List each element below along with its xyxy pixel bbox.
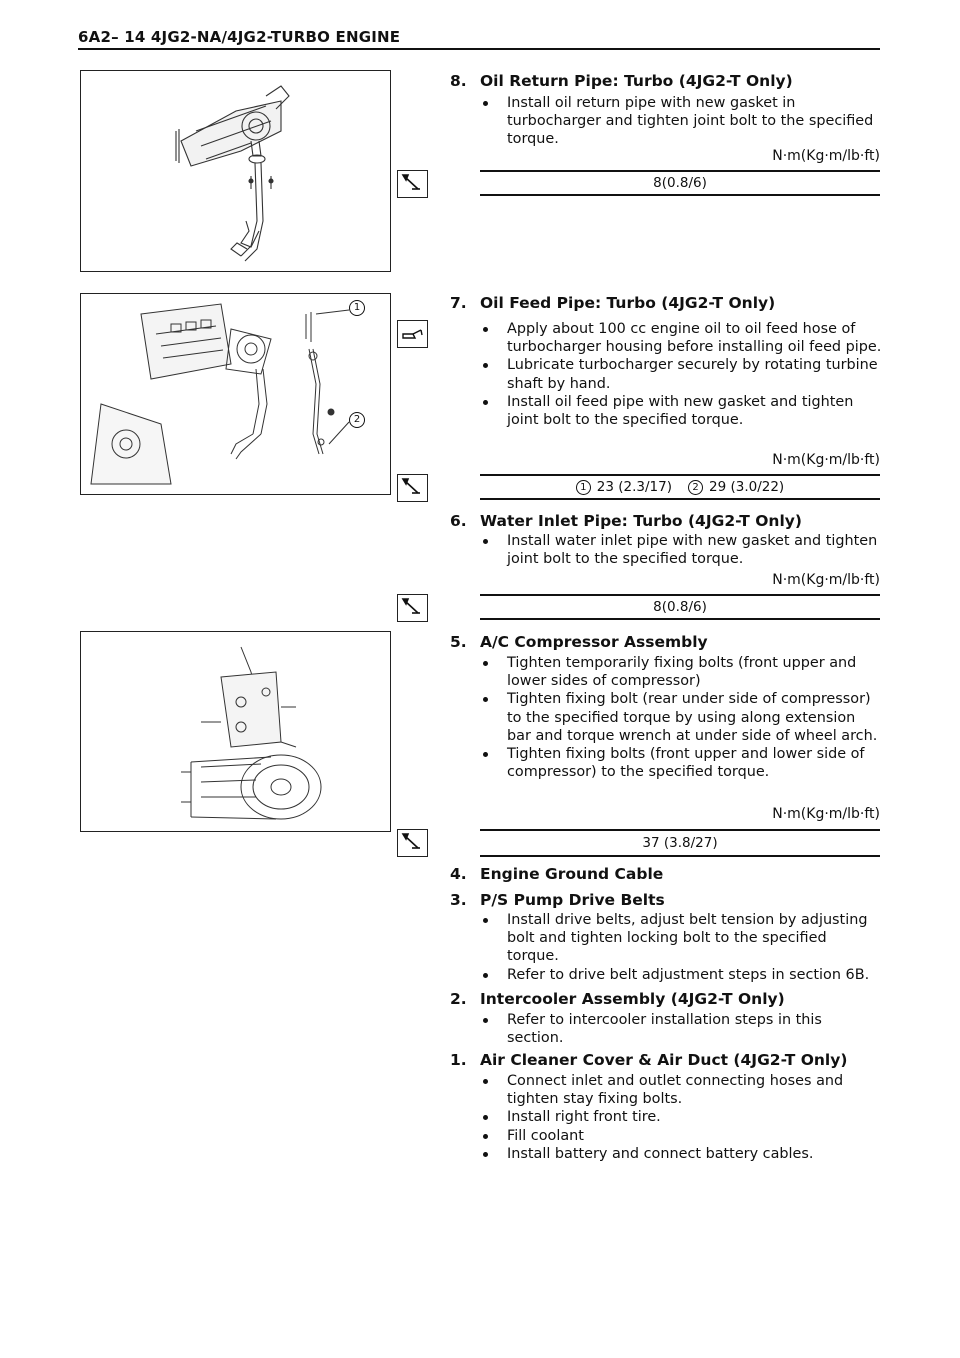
step-number: 2. — [450, 990, 467, 1008]
step-3-title — [450, 891, 665, 909]
step-number: 5. — [450, 633, 467, 651]
torque-unit: N·m(Kg·m/lb·ft) — [772, 452, 880, 468]
bullet-item: Refer to drive belt adjustment steps in section 6B. — [478, 966, 882, 984]
step-4-title — [450, 865, 663, 883]
torque-unit: N·m(Kg·m/lb·ft) — [772, 148, 880, 164]
step-6-title — [450, 512, 802, 530]
oil-return-pipe-figure — [80, 70, 391, 272]
bullet-item: Install battery and connect battery cables. — [478, 1145, 882, 1163]
step-1-title — [450, 1051, 847, 1069]
bullet-item: Install oil return pipe with new gasket in turbocharger and tighten joint bolt to the specified torque. — [478, 94, 882, 149]
bullet-item: Fill coolant — [478, 1127, 882, 1145]
step-7-bullets — [478, 320, 882, 429]
bullet-item: Install right front tire. — [478, 1108, 882, 1126]
torque-value: 37 (3.8/27) — [642, 835, 718, 851]
step-number: 6. — [450, 512, 467, 530]
step-title-text: Air Cleaner Cover & Air Duct (4JG2-T Only) — [480, 1051, 848, 1069]
page-header-title: 6A2– 14 4JG2-NA/4JG2-TURBO ENGINE — [78, 28, 401, 46]
oil-feed-pipe-figure — [80, 293, 391, 495]
step-2-bullets — [478, 1011, 882, 1047]
step-title-text: Oil Feed Pipe: Turbo (4JG2-T Only) — [480, 294, 776, 312]
bullet-item: Tighten temporarily fixing bolts (front upper and lower sides of compressor) — [478, 654, 882, 690]
step-title-text: A/C Compressor Assembly — [480, 633, 708, 651]
step-title-text: Water Inlet Pipe: Turbo (4JG2-T Only) — [480, 512, 802, 530]
callout-1: 1 — [349, 300, 365, 316]
bullet-item: Install drive belts, adjust belt tension by adjusting bolt and tighten locking bolt to the specified torque. — [478, 911, 882, 966]
step-title-text: Oil Return Pipe: Turbo (4JG2-T Only) — [480, 72, 793, 90]
torque-value: 29 (3.0/22) — [709, 479, 785, 495]
torque-wrench-icon — [397, 474, 428, 502]
step-8-title — [450, 72, 793, 90]
ac-compressor-figure — [80, 631, 391, 832]
torque-wrench-icon — [397, 170, 428, 198]
torque-wrench-icon — [397, 829, 428, 857]
step-5-title — [450, 633, 708, 651]
bullet-item: Connect inlet and outlet connecting hoses and tighten stay fixing bolts. — [478, 1072, 882, 1108]
step-3-bullets — [478, 911, 882, 984]
torque-spec-box — [480, 829, 880, 857]
torque-wrench-icon — [397, 594, 428, 622]
step-5-bullets — [478, 654, 882, 781]
torque-value: 8(0.8/6) — [653, 599, 707, 615]
torque-value: 8(0.8/6) — [653, 175, 707, 191]
step-number: 3. — [450, 891, 467, 909]
step-number: 8. — [450, 72, 467, 90]
step-1-bullets — [478, 1072, 882, 1163]
bullet-item: Tighten fixing bolt (rear under side of compressor) to the specified torque by using along extension bar and torque wrench at under side of wheel arch. — [478, 690, 882, 745]
bullet-item: Refer to intercooler installation steps in this section. — [478, 1011, 882, 1047]
step-8-bullets — [478, 94, 882, 149]
bullet-item: Tighten fixing bolts (front upper and lower side of compressor) to the specified torque. — [478, 745, 882, 781]
callout-2: 2 — [349, 412, 365, 428]
step-number: 1. — [450, 1051, 467, 1069]
bullet-item: Install water inlet pipe with new gasket and tighten joint bolt to the specified torque. — [478, 532, 882, 568]
torque-unit: N·m(Kg·m/lb·ft) — [772, 572, 880, 588]
torque-value: 23 (2.3/17) — [596, 479, 672, 495]
torque-spec-box — [480, 474, 880, 500]
step-number: 7. — [450, 294, 467, 312]
step-2-title — [450, 990, 785, 1008]
bullet-item: Apply about 100 cc engine oil to oil feed hose of turbocharger housing before installing oil feed pipe. — [478, 320, 882, 356]
torque-spec-box — [480, 594, 880, 620]
header-rule — [78, 48, 880, 50]
torque-spec-box — [480, 170, 880, 196]
step-7-title — [450, 294, 775, 312]
step-title-text: P/S Pump Drive Belts — [480, 891, 665, 909]
bullet-item: Install oil feed pipe with new gasket and tighten joint bolt to the specified torque. — [478, 393, 882, 429]
step-number: 4. — [450, 865, 467, 883]
step-title-text: Intercooler Assembly (4JG2-T Only) — [480, 990, 785, 1008]
bullet-item: Lubricate turbocharger securely by rotating turbine shaft by hand. — [478, 356, 882, 392]
oil-can-icon — [397, 320, 428, 348]
callout-ref: 2 — [688, 480, 703, 495]
torque-unit: N·m(Kg·m/lb·ft) — [772, 806, 880, 822]
step-title-text: Engine Ground Cable — [480, 865, 664, 883]
step-6-bullets — [478, 532, 882, 568]
callout-ref: 1 — [576, 480, 591, 495]
